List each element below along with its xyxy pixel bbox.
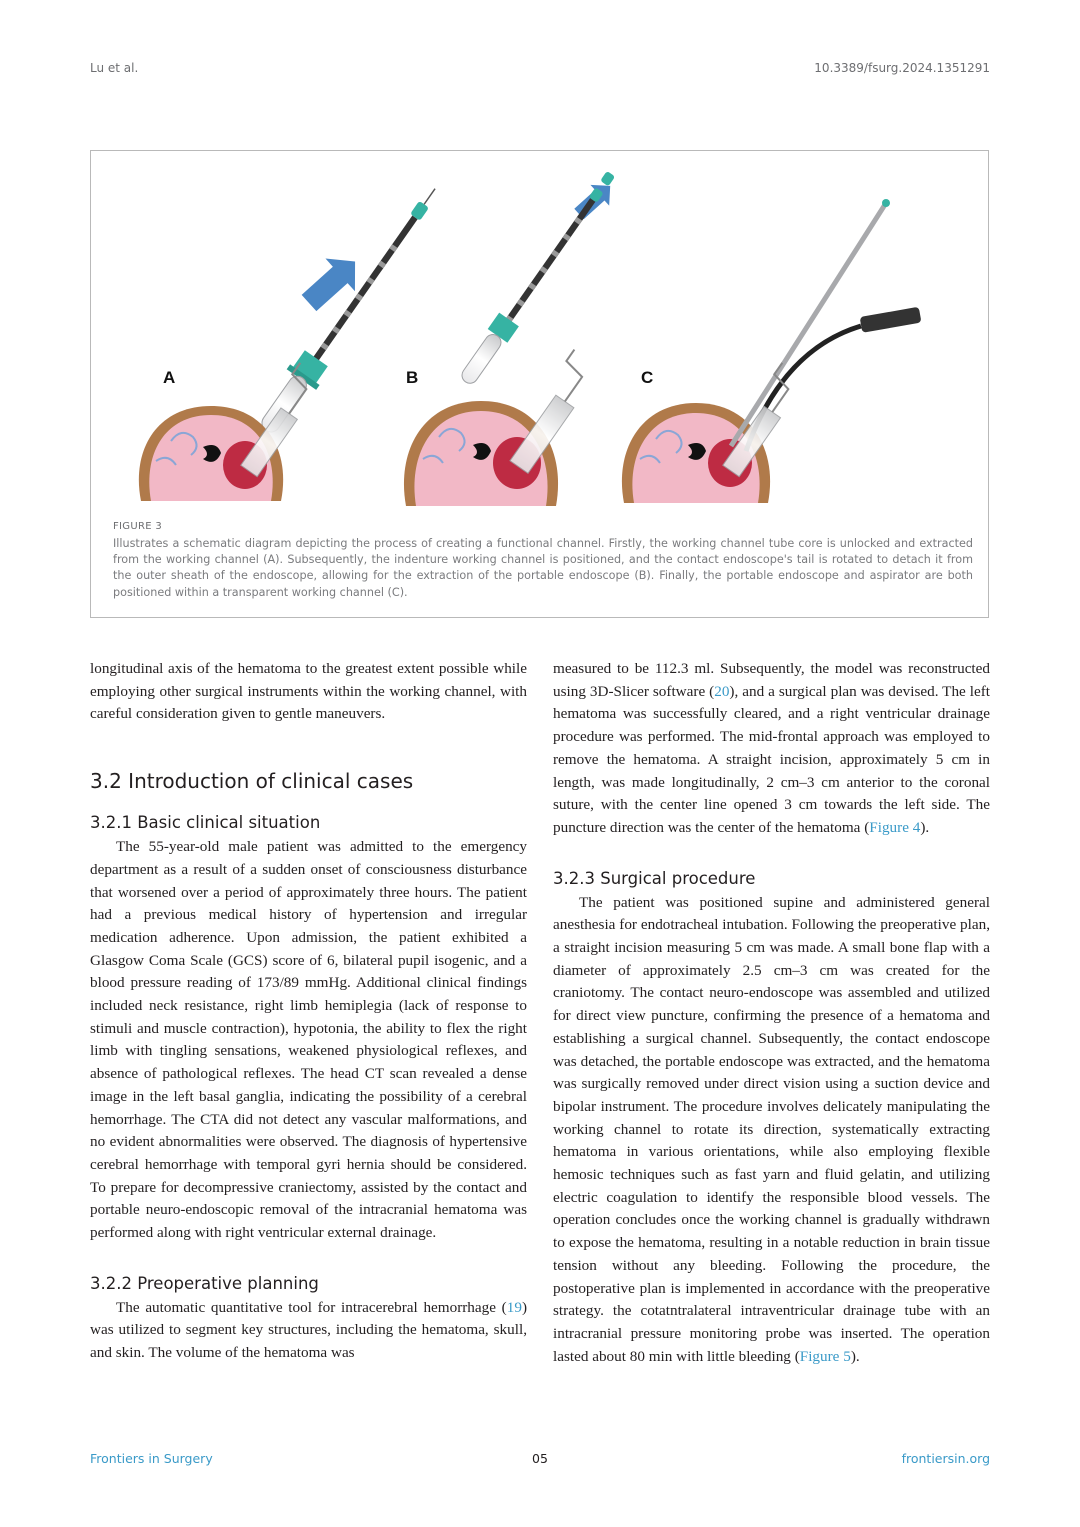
- subsection-heading-basic: 3.2.1 Basic clinical situation: [90, 813, 321, 833]
- caption-text: ). Subsequently, the indenture working channel is positioned, and the contact endoscope's tail is rotated to detach it from the outer sheath of the endoscope, allowing for the extraction of the portable endoscope (: [113, 553, 973, 583]
- planning-text: The automatic quantitative tool for intracerebral hemorrhage (: [116, 1298, 507, 1316]
- page-header-authors: Lu et al.: [90, 61, 139, 75]
- caption-ref-a: A: [267, 553, 276, 567]
- caption-text: ).: [399, 585, 408, 599]
- reference-link[interactable]: 19: [506, 1298, 522, 1316]
- page-header-doi: 10.3389/fsurg.2024.1351291: [814, 61, 990, 75]
- panel-b-working-channel-core: [456, 167, 621, 389]
- figure-illustration: [91, 151, 990, 521]
- caption-ref-c: C: [391, 585, 400, 599]
- figure-label: FIGURE 3: [113, 521, 162, 532]
- subsection-heading-procedure: 3.2.3 Surgical procedure: [553, 868, 756, 888]
- panel-label-c: C: [641, 368, 654, 387]
- procedure-paragraph: [553, 892, 990, 1369]
- footer-page-number: 05: [532, 1451, 548, 1466]
- caption-text: ). Finally, the portable endoscope and aspirator are both positioned within a transparent working channel (: [113, 569, 974, 599]
- caption-text: Illustrates a schematic diagram depicting the process of creating a functional channel. Firstly, the working channel tube core is unlocked and extracted from the working channel (: [113, 537, 973, 567]
- panel-c-endoscope-connector: [860, 307, 922, 333]
- planning-text: ).: [920, 818, 930, 836]
- caption-ref-b: B: [638, 569, 647, 583]
- footer-journal[interactable]: Frontiers in Surgery: [90, 1451, 213, 1466]
- panel-c-illustration: [622, 199, 922, 503]
- section-heading: 3.2 Introduction of clinical cases: [90, 769, 414, 794]
- panel-label-a: A: [163, 368, 176, 387]
- left-column: [90, 658, 527, 1365]
- basic-clinical-paragraph: The 55-year-old male patient was admitted to the emergency department as a result of a sudden onset of consciousness disturbance that worsened over a period of approximately three hours. The patient had a previous medical history of hypertension and irregular medication adherence. Upon admission, the patient exhibited a Glasgow Coma Scale (GCS) score of 6, bilateral pupil isogenic, and a blood pressure reading of 173/89 mmHg. Additional clinical findings included neck resistance, right limb hemiplegia (lack of response to stimuli and muscle contraction), hypotonia, the ability to flex the right limb with tingling sensations, weakened physiological reflexes, and absence of pathological reflexes. The head CT scan revealed a dense image in the left basal ganglia, indicating the possibility of a cerebral hemorrhage. The CTA did not detect any vascular malformations, and no evident abnormalities were observed. The diagnosis of hypertensive cerebral hemorrhage with temporal gyri hernia should be considered. To prepare for decompressive craniectomy, assisted by the contact and portable neuro-endoscopic removal of the intracranial hematoma was performed along with right ventricular external drainage.: [90, 838, 527, 1242]
- intro-paragraph: longitudinal axis of the hematoma to the greatest extent possible while employing other surgical instruments within the working channel, with careful consideration given to gentle maneuvers.: [90, 660, 527, 723]
- footer-site[interactable]: frontiersin.org: [901, 1451, 990, 1466]
- panel-a-illustration: [139, 178, 450, 501]
- procedure-text: The patient was positioned supine and administered general anesthesia for endotracheal intubation. Following the preoperative plan, a straight incision measuring 5 cm was made. A small bone flap with a diameter of approximately 2.5 cm–3 cm was created for the craniotomy. The contact neuro-endoscope was assembled and utilized for direct view puncture, confirming the presence of a hematoma and establishing a surgical channel. Subsequently, the contact endoscope was detached, the portable endoscope was extracted, and the hematoma was surgically removed under direct vision using a suction device and bipolar instrument. The procedure involves delicately manipulating the working channel to rotate its direction, systematically extracting hematoma in various orientations, while also employing flexible hemosic techniques such as fast yarn and fluid gelatin, and utilizing electric coagulation to identify the responsible blood vessels. The operation concludes once the working channel is gradually withdrawn to expose the hematoma, resulting in a notable reduction in brain tissue tension without any bleeding. Following the procedure, the postoperative plan is implemented in accordance with the preoperative strategy. the cotatntralateral intraventricular drainage tube with an intracranial pressure monitoring probe was inserted. The operation lasted about 80 min with little bleeding (: [553, 893, 990, 1365]
- right-column: [553, 658, 990, 1368]
- planning-text: ), and a surgical plan was devised. The left hematoma was successfully cleared, and a right ventricular drainage procedure was performed. The mid-frontal approach was employed to remove the hematoma. A straight incision, approximately 5 cm in length, was made longitudinally, 2 cm–3 cm anterior to the coronal suture, with the center line opened 3 cm towards the left side. The puncture direction was the center of the hematoma (: [553, 682, 991, 836]
- reference-link[interactable]: 20: [714, 682, 730, 700]
- figure-5-link[interactable]: Figure 5: [799, 1347, 851, 1365]
- procedure-text: ).: [850, 1347, 860, 1365]
- subsection-heading-planning: 3.2.2 Preoperative planning: [90, 1273, 319, 1293]
- planning-text: ) was utilized to segment key structures, including the hematoma, skull, and skin. The volume of the hematoma was: [90, 1298, 527, 1362]
- panel-b-illustration: [404, 167, 621, 506]
- figure-4-link[interactable]: Figure 4: [869, 818, 921, 836]
- figure-caption: [113, 536, 973, 601]
- figure-box: [90, 150, 989, 618]
- planning-continued-paragraph: [553, 658, 990, 840]
- planning-text: measured to be 112.3 ml. Subsequently, the model was reconstructed using 3D-Slicer software (: [553, 660, 990, 700]
- panel-a-working-channel-core: [251, 178, 450, 440]
- panel-label-b: B: [406, 368, 419, 387]
- panel-a-blue-arrow: [294, 245, 370, 319]
- planning-paragraph: [90, 1297, 527, 1365]
